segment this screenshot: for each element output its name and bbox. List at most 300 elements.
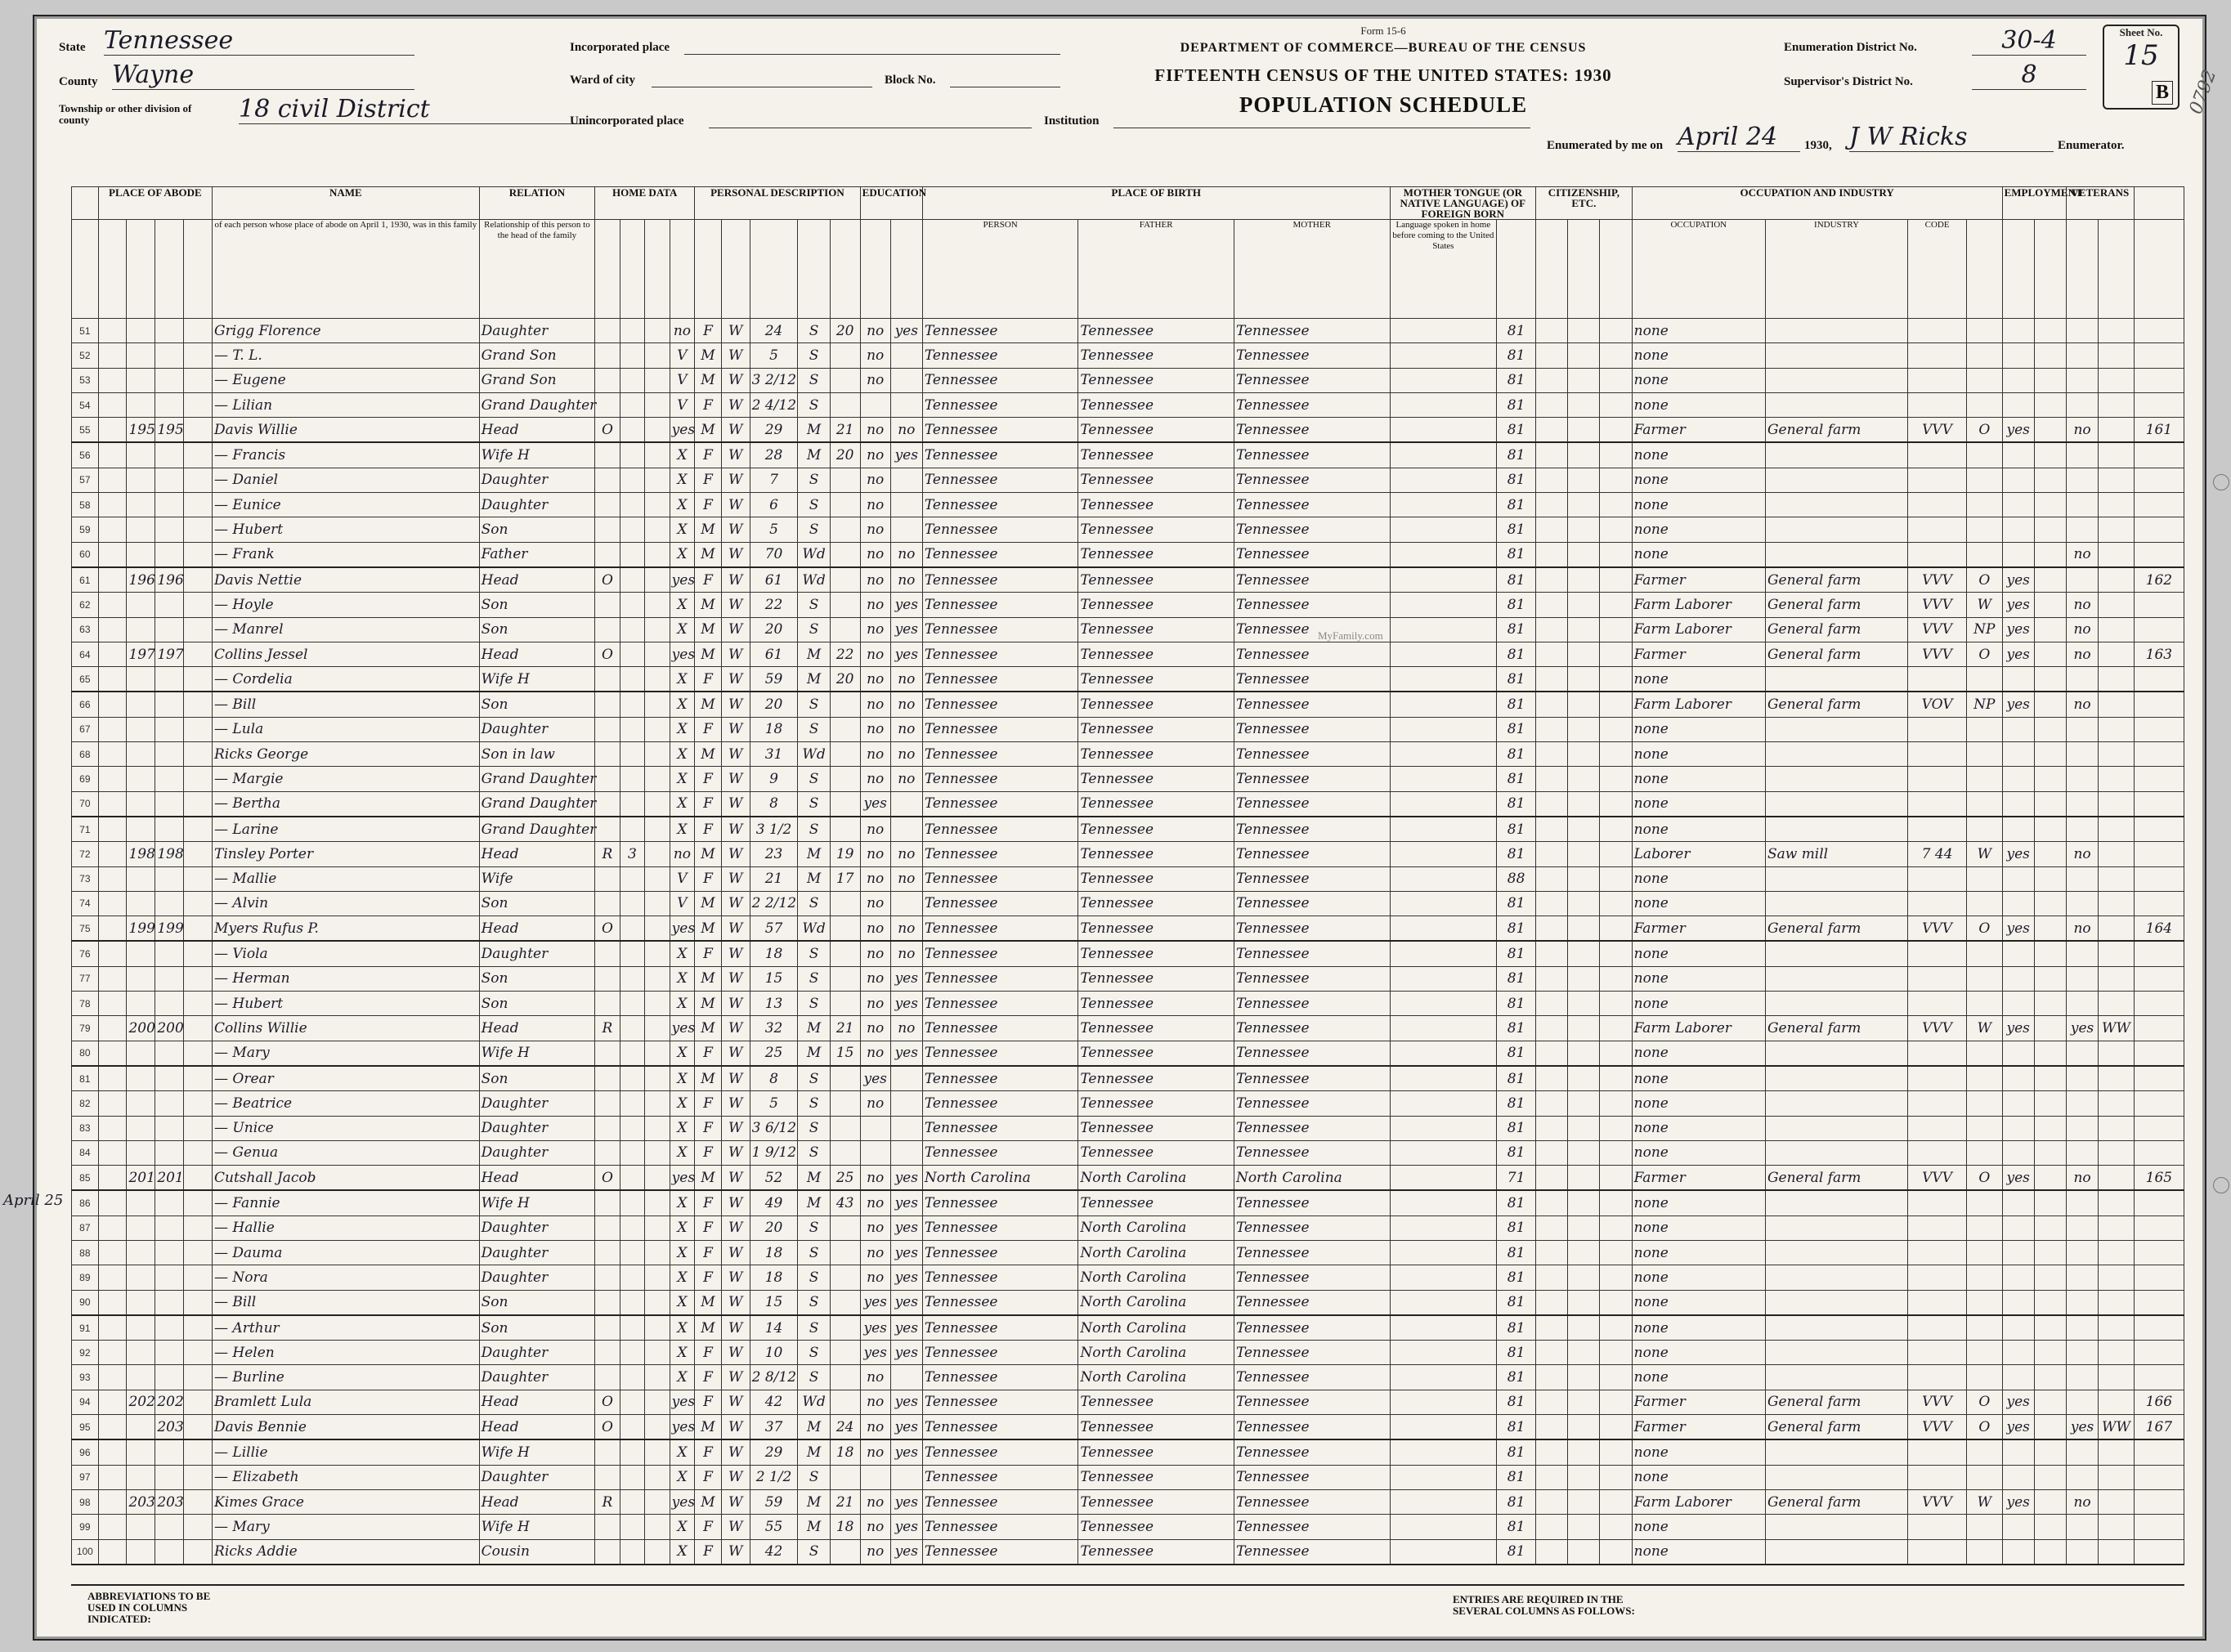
dwelling-number-cell xyxy=(127,1439,155,1465)
race-cell: W xyxy=(721,1315,750,1341)
sex-cell: F xyxy=(695,1341,722,1365)
class-of-worker-cell xyxy=(1967,767,2003,791)
home-value-cell xyxy=(620,1016,644,1041)
street-cell xyxy=(98,542,127,567)
marital-condition-cell: S xyxy=(798,593,830,617)
family-number-cell xyxy=(155,319,184,343)
naturalization-cell xyxy=(1568,1116,1600,1140)
mother-tongue-cell xyxy=(1390,1539,1497,1565)
visit-cell xyxy=(184,1390,213,1414)
on-farm-cell: X xyxy=(670,493,695,517)
marital-condition-cell: M xyxy=(798,1489,830,1514)
radio-cell xyxy=(645,692,670,717)
unemployment-line-cell xyxy=(2034,992,2066,1016)
home-value-cell xyxy=(620,817,644,842)
at-work-cell xyxy=(2002,866,2034,891)
person-name-cell: — Lula xyxy=(213,717,480,741)
radio-cell xyxy=(645,667,670,692)
birthplace-person-cell: Tennessee xyxy=(922,1390,1078,1414)
attended-school-cell: no xyxy=(860,1041,890,1066)
birth-code-cell: 81 xyxy=(1497,1116,1536,1140)
family-number-cell xyxy=(155,1140,184,1165)
age-cell: 8 xyxy=(750,791,798,817)
attended-school-cell: no xyxy=(860,1016,890,1041)
class-of-worker-cell: O xyxy=(1967,1166,2003,1191)
speaks-english-cell xyxy=(1600,717,1632,741)
family-number-cell xyxy=(155,392,184,417)
attended-school-cell: no xyxy=(860,368,890,392)
attended-school-cell: no xyxy=(860,1365,890,1390)
dwelling-number-cell xyxy=(127,1240,155,1265)
birth-code-cell: 81 xyxy=(1497,567,1536,593)
home-owned-cell xyxy=(595,1066,620,1091)
dwelling-number-cell: 197 xyxy=(127,642,155,666)
war-cell: WW xyxy=(2099,1415,2135,1440)
age-cell: 10 xyxy=(750,1341,798,1365)
person-name-cell: Davis Willie xyxy=(213,418,480,443)
mother-tongue-cell xyxy=(1390,642,1497,666)
on-farm-cell: X xyxy=(670,1066,695,1091)
home-owned-cell xyxy=(595,742,620,767)
war-cell xyxy=(2099,1066,2135,1091)
street-cell xyxy=(98,418,127,443)
occupation-code-cell: VVV xyxy=(1908,1016,1967,1041)
immigration-year-cell xyxy=(1536,442,1568,468)
family-number-cell xyxy=(155,593,184,617)
speaks-english-cell xyxy=(1600,442,1632,468)
immigration-year-cell xyxy=(1536,717,1568,741)
occupation-cell: none xyxy=(1632,1240,1765,1265)
birthplace-mother-cell: Tennessee xyxy=(1234,1489,1390,1514)
farm-schedule-number-cell xyxy=(2134,1341,2184,1365)
marital-condition-cell: S xyxy=(798,1140,830,1165)
marital-condition-cell: S xyxy=(798,1290,830,1315)
family-number-cell xyxy=(155,468,184,492)
table-row xyxy=(72,1365,2184,1390)
sex-cell: F xyxy=(695,1439,722,1465)
class-of-worker-cell xyxy=(1967,1290,2003,1315)
street-cell xyxy=(98,517,127,542)
age-at-marriage-cell xyxy=(830,1365,860,1390)
immigration-year-cell xyxy=(1536,1439,1568,1465)
occupation-cell: none xyxy=(1632,667,1765,692)
unemployment-line-cell xyxy=(2034,319,2066,343)
radio-cell xyxy=(645,767,670,791)
birth-code-cell: 81 xyxy=(1497,1190,1536,1215)
line-number-cell: 81 xyxy=(72,1066,99,1091)
on-farm-cell: X xyxy=(670,742,695,767)
age-at-marriage-cell: 19 xyxy=(830,842,860,866)
birthplace-person-cell: Tennessee xyxy=(922,617,1078,642)
home-owned-cell: O xyxy=(595,1390,620,1414)
on-farm-cell: X xyxy=(670,966,695,991)
class-of-worker-cell xyxy=(1967,517,2003,542)
census-grid xyxy=(71,186,2184,1565)
age-cell: 18 xyxy=(750,1240,798,1265)
class-of-worker-cell: W xyxy=(1967,1016,2003,1041)
speaks-english-cell xyxy=(1600,1116,1632,1140)
read-write-cell: yes xyxy=(890,1341,922,1365)
farm-schedule-number-cell xyxy=(2134,593,2184,617)
sex-cell: F xyxy=(695,1265,722,1290)
veteran-cell: no xyxy=(2066,916,2098,942)
war-cell xyxy=(2099,442,2135,468)
line-number-cell: 60 xyxy=(72,542,99,567)
naturalization-cell xyxy=(1568,717,1600,741)
naturalization-cell xyxy=(1568,941,1600,966)
occupation-code-cell xyxy=(1908,1290,1967,1315)
class-of-worker-cell: W xyxy=(1967,1489,2003,1514)
relation-cell: Wife H xyxy=(479,1439,595,1465)
line-number-cell: 98 xyxy=(72,1489,99,1514)
birth-code-cell: 81 xyxy=(1497,1439,1536,1465)
margin-date-note: April 25 xyxy=(3,1192,64,1209)
relation-cell: Son xyxy=(479,1315,595,1341)
street-cell xyxy=(98,1415,127,1440)
naturalization-cell xyxy=(1568,1515,1600,1539)
birthplace-person-cell: Tennessee xyxy=(922,1041,1078,1066)
marital-condition-cell: M xyxy=(798,642,830,666)
relation-cell: Son xyxy=(479,1290,595,1315)
birth-code-cell: 81 xyxy=(1497,941,1536,966)
dwelling-number-cell: 199 xyxy=(127,916,155,942)
birthplace-mother-cell: Tennessee xyxy=(1234,916,1390,942)
street-cell xyxy=(98,966,127,991)
race-cell: W xyxy=(721,1539,750,1565)
farm-schedule-number-cell xyxy=(2134,343,2184,368)
race-cell: W xyxy=(721,1041,750,1066)
mother-tongue-cell xyxy=(1390,941,1497,966)
table-row xyxy=(72,717,2184,741)
speaks-english-cell xyxy=(1600,916,1632,942)
farm-schedule-number-cell: 164 xyxy=(2134,916,2184,942)
speaks-english-cell xyxy=(1600,319,1632,343)
farm-schedule-number-cell xyxy=(2134,941,2184,966)
family-number-cell xyxy=(155,1190,184,1215)
home-value-cell xyxy=(620,593,644,617)
birth-code-cell: 81 xyxy=(1497,742,1536,767)
table-row xyxy=(72,842,2184,866)
birthplace-father-cell: Tennessee xyxy=(1078,343,1234,368)
enumerated-date: April 24 xyxy=(1678,123,1800,152)
home-value-cell xyxy=(620,891,644,916)
birthplace-person-cell: Tennessee xyxy=(922,1515,1078,1539)
table-row xyxy=(72,916,2184,942)
attended-school-cell: no xyxy=(860,567,890,593)
class-of-worker-cell: W xyxy=(1967,842,2003,866)
street-cell xyxy=(98,941,127,966)
immigration-year-cell xyxy=(1536,1315,1568,1341)
unemployment-line-cell xyxy=(2034,567,2066,593)
naturalization-cell xyxy=(1568,1439,1600,1465)
mother-tongue-cell xyxy=(1390,1140,1497,1165)
birthplace-father-cell: Tennessee xyxy=(1078,1016,1234,1041)
sex-cell: M xyxy=(695,966,722,991)
birthplace-person-cell: Tennessee xyxy=(922,1341,1078,1365)
line-number-cell: 87 xyxy=(72,1215,99,1240)
birthplace-father-cell: Tennessee xyxy=(1078,593,1234,617)
age-cell: 42 xyxy=(750,1390,798,1414)
on-farm-cell: X xyxy=(670,517,695,542)
class-of-worker-cell xyxy=(1967,891,2003,916)
radio-cell xyxy=(645,1489,670,1514)
attended-school-cell: yes xyxy=(860,1290,890,1315)
attended-school-cell: no xyxy=(860,517,890,542)
age-at-marriage-cell xyxy=(830,941,860,966)
birthplace-person-cell: Tennessee xyxy=(922,1539,1078,1565)
age-at-marriage-cell xyxy=(830,1091,860,1116)
family-number-cell: 201 xyxy=(155,1166,184,1191)
table-row xyxy=(72,1166,2184,1191)
family-number-cell xyxy=(155,1365,184,1390)
mother-tongue-cell xyxy=(1390,767,1497,791)
unemployment-line-cell xyxy=(2034,1140,2066,1165)
age-at-marriage-cell: 25 xyxy=(830,1166,860,1191)
family-number-cell xyxy=(155,992,184,1016)
sex-cell: F xyxy=(695,1365,722,1390)
at-work-cell xyxy=(2002,1465,2034,1489)
dwelling-number-cell: 201 xyxy=(127,1166,155,1191)
naturalization-cell xyxy=(1568,1341,1600,1365)
marital-condition-cell: Wd xyxy=(798,742,830,767)
radio-cell xyxy=(645,567,670,593)
place-of-birth-header: PLACE OF BIRTH xyxy=(922,187,1390,220)
naturalization-cell xyxy=(1568,418,1600,443)
at-work-cell xyxy=(2002,343,2034,368)
birthplace-mother-cell: Tennessee xyxy=(1234,692,1390,717)
radio-cell xyxy=(645,1240,670,1265)
immigration-year-cell xyxy=(1536,1116,1568,1140)
birthplace-person-cell: Tennessee xyxy=(922,866,1078,891)
veteran-cell xyxy=(2066,1390,2098,1414)
relation-cell: Grand Daughter xyxy=(479,817,595,842)
radio-cell xyxy=(645,1190,670,1215)
birth-mother-header: MOTHER xyxy=(1234,220,1390,319)
age-at-marriage-cell xyxy=(830,717,860,741)
race-cell: W xyxy=(721,1415,750,1440)
speaks-english-cell xyxy=(1600,742,1632,767)
farm-schedule-number-cell xyxy=(2134,319,2184,343)
age-cell: 28 xyxy=(750,442,798,468)
person-name-cell: Davis Bennie xyxy=(213,1415,480,1440)
speaks-english-cell xyxy=(1600,966,1632,991)
industry-cell xyxy=(1765,717,1907,741)
industry-cell xyxy=(1765,392,1907,417)
naturalization-cell xyxy=(1568,392,1600,417)
home-owned-cell xyxy=(595,593,620,617)
naturalization-cell xyxy=(1568,791,1600,817)
birth-code-cell: 81 xyxy=(1497,992,1536,1016)
industry-cell xyxy=(1765,966,1907,991)
street-cell xyxy=(98,842,127,866)
birthplace-father-cell: North Carolina xyxy=(1078,1166,1234,1191)
sex-cell: F xyxy=(695,1041,722,1066)
occupation-cell: none xyxy=(1632,1365,1765,1390)
class-of-worker-cell xyxy=(1967,468,2003,492)
person-name-cell: — Herman xyxy=(213,966,480,991)
radio-cell xyxy=(645,1215,670,1240)
occupation-cell: none xyxy=(1632,468,1765,492)
radio-cell xyxy=(645,966,670,991)
person-name-cell: — Eunice xyxy=(213,493,480,517)
on-farm-cell: yes xyxy=(670,1489,695,1514)
read-write-cell: yes xyxy=(890,1240,922,1265)
occupation-code-cell xyxy=(1908,941,1967,966)
read-write-cell xyxy=(890,1116,922,1140)
speaks-english-cell xyxy=(1600,1041,1632,1066)
home-value-cell xyxy=(620,1341,644,1365)
line-number-cell: 56 xyxy=(72,442,99,468)
immigration-year-cell xyxy=(1536,842,1568,866)
birth-code-cell: 81 xyxy=(1497,692,1536,717)
farm-schedule-number-cell xyxy=(2134,1016,2184,1041)
immigration-year-cell xyxy=(1536,368,1568,392)
dwelling-number-cell xyxy=(127,692,155,717)
speaks-english-cell xyxy=(1600,1066,1632,1091)
industry-cell xyxy=(1765,992,1907,1016)
home-owned-cell xyxy=(595,1140,620,1165)
age-cell: 2 1/2 xyxy=(750,1465,798,1489)
industry-cell xyxy=(1765,368,1907,392)
radio-cell xyxy=(645,791,670,817)
birthplace-person-cell: Tennessee xyxy=(922,493,1078,517)
veteran-cell xyxy=(2066,1066,2098,1091)
street-cell xyxy=(98,1240,127,1265)
at-work-cell xyxy=(2002,1290,2034,1315)
family-number-cell xyxy=(155,742,184,767)
immigration-year-cell xyxy=(1536,1016,1568,1041)
relation-cell: Head xyxy=(479,1166,595,1191)
war-cell xyxy=(2099,742,2135,767)
class-of-worker-cell xyxy=(1967,343,2003,368)
dwelling-number-cell xyxy=(127,717,155,741)
veteran-cell xyxy=(2066,1439,2098,1465)
table-row xyxy=(72,767,2184,791)
birthplace-father-cell: Tennessee xyxy=(1078,319,1234,343)
street-cell xyxy=(98,642,127,666)
war-cell xyxy=(2099,966,2135,991)
ward-label: Ward of city xyxy=(570,74,635,87)
line-number-cell: 89 xyxy=(72,1265,99,1290)
home-owned-cell xyxy=(595,667,620,692)
visit-cell xyxy=(184,941,213,966)
occupation-code-cell: VVV xyxy=(1908,1489,1967,1514)
sex-cell: M xyxy=(695,692,722,717)
attended-school-cell: no xyxy=(860,966,890,991)
occupation-code-cell xyxy=(1908,1041,1967,1066)
at-work-cell xyxy=(2002,1041,2034,1066)
occupation-cell: none xyxy=(1632,1190,1765,1215)
class-of-worker-cell xyxy=(1967,319,2003,343)
street-cell xyxy=(98,1215,127,1240)
relation-cell: Cousin xyxy=(479,1539,595,1565)
unemployment-line-cell xyxy=(2034,941,2066,966)
marital-condition-cell: S xyxy=(798,717,830,741)
age-cell: 9 xyxy=(750,767,798,791)
farm-schedule-number-cell xyxy=(2134,1539,2184,1565)
occupation-code-cell xyxy=(1908,891,1967,916)
race-cell: W xyxy=(721,866,750,891)
war-cell xyxy=(2099,418,2135,443)
age-at-marriage-cell: 17 xyxy=(830,866,860,891)
war-cell xyxy=(2099,1465,2135,1489)
occupation-code-cell xyxy=(1908,717,1967,741)
home-owned-cell xyxy=(595,392,620,417)
language-header: Language spoken in home before coming to the United States xyxy=(1390,220,1497,319)
class-of-worker-cell xyxy=(1967,1315,2003,1341)
naturalization-cell xyxy=(1568,1390,1600,1414)
birthplace-person-cell: Tennessee xyxy=(922,891,1078,916)
immigration-year-cell xyxy=(1536,1465,1568,1489)
birthplace-person-cell: Tennessee xyxy=(922,343,1078,368)
line-number-cell: 65 xyxy=(72,667,99,692)
line-number-cell: 62 xyxy=(72,593,99,617)
unemployment-line-cell xyxy=(2034,1166,2066,1191)
family-number-cell xyxy=(155,542,184,567)
war-cell xyxy=(2099,916,2135,942)
occupation-code-cell xyxy=(1908,742,1967,767)
birth-code-cell: 81 xyxy=(1497,392,1536,417)
unemployment-line-cell xyxy=(2034,1341,2066,1365)
age-cell: 49 xyxy=(750,1190,798,1215)
mother-tongue-cell xyxy=(1390,1341,1497,1365)
class-of-worker-cell xyxy=(1967,1116,2003,1140)
unemployment-line-cell xyxy=(2034,767,2066,791)
family-number-cell xyxy=(155,941,184,966)
veteran-cell xyxy=(2066,1290,2098,1315)
mother-tongue-cell xyxy=(1390,617,1497,642)
war-cell xyxy=(2099,617,2135,642)
at-work-cell xyxy=(2002,319,2034,343)
incorporated-label: Incorporated place xyxy=(570,41,670,54)
birthplace-mother-cell: Tennessee xyxy=(1234,1539,1390,1565)
dwelling-number-cell xyxy=(127,891,155,916)
farm-schedule-number-cell xyxy=(2134,1265,2184,1290)
incorporated-line xyxy=(684,54,1060,55)
attended-school-cell: no xyxy=(860,1265,890,1290)
age-cell: 1 9/12 xyxy=(750,1140,798,1165)
veteran-cell xyxy=(2066,1116,2098,1140)
home-owned-cell xyxy=(595,767,620,791)
speaks-english-cell xyxy=(1600,1489,1632,1514)
mother-tongue-cell xyxy=(1390,1166,1497,1191)
line-number-cell: 64 xyxy=(72,642,99,666)
county-value: Wayne xyxy=(112,60,414,90)
birth-code-cell: 81 xyxy=(1497,343,1536,368)
mother-tongue-cell xyxy=(1390,593,1497,617)
family-number-cell xyxy=(155,667,184,692)
relation-cell: Head xyxy=(479,1415,595,1440)
birthplace-person-cell: Tennessee xyxy=(922,992,1078,1016)
occupation-cell: Farmer xyxy=(1632,642,1765,666)
naturalization-cell xyxy=(1568,1091,1600,1116)
age-at-marriage-cell xyxy=(830,992,860,1016)
age-at-marriage-cell xyxy=(830,1240,860,1265)
line-number-header xyxy=(72,187,99,220)
at-work-cell xyxy=(2002,1439,2034,1465)
street-cell xyxy=(98,593,127,617)
race-cell: W xyxy=(721,842,750,866)
immigration-year-cell xyxy=(1536,418,1568,443)
family-number-cell: 200 xyxy=(155,1016,184,1041)
family-number-cell xyxy=(155,791,184,817)
unemployment-line-cell xyxy=(2034,1215,2066,1240)
age-cell: 2 8/12 xyxy=(750,1365,798,1390)
immigration-year-cell xyxy=(1536,891,1568,916)
birthplace-mother-cell: Tennessee xyxy=(1234,1066,1390,1091)
birthplace-mother-cell: Tennessee xyxy=(1234,1240,1390,1265)
immigration-year-cell xyxy=(1536,1041,1568,1066)
